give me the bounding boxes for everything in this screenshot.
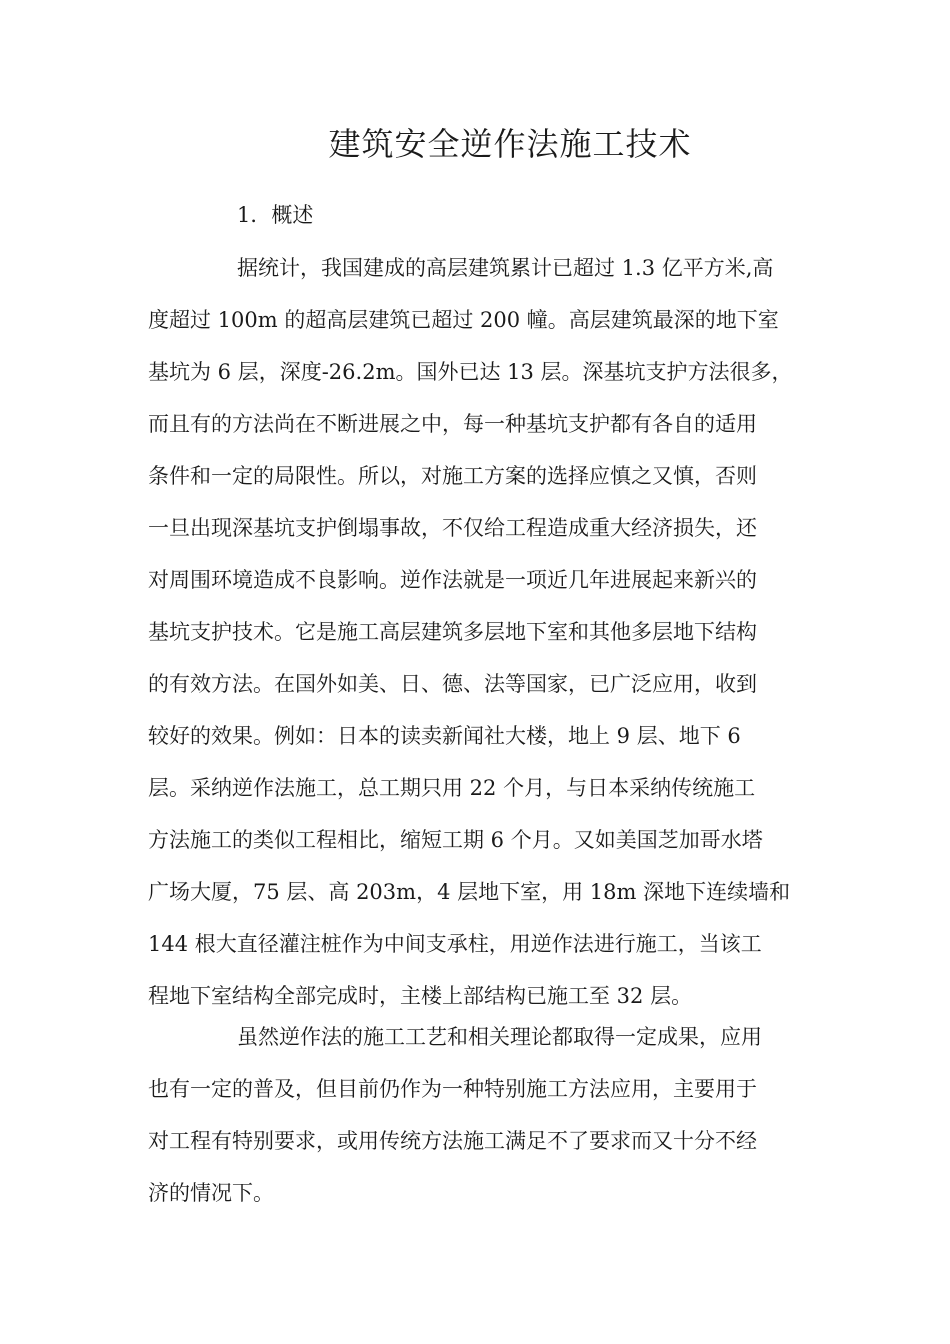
paragraph-line: 方法施工的类似工程相比，缩短工期 6 个月。又如美国芝加哥水塔 xyxy=(148,828,763,852)
paragraph-line: 度超过 100m 的超高层建筑已超过 200 幢。高层建筑最深的地下室 xyxy=(148,308,779,332)
paragraph-line: 条件和一定的局限性。所以，对施工方案的选择应慎之又慎，否则 xyxy=(148,464,757,488)
section-heading: 1．概述 xyxy=(237,203,314,227)
paragraph-1 xyxy=(148,253,798,1033)
paragraph-line: 济的情况下。 xyxy=(148,1181,274,1205)
paragraph-line: 144 根大直径灌注桩作为中间支承柱，用逆作法进行施工，当该工 xyxy=(148,932,762,956)
paragraph-line: 广场大厦，75 层、高 203m，4 层地下室，用 18m 深地下连续墙和 xyxy=(148,880,791,904)
paragraph-line: 较好的效果。例如：日本的读卖新闻社大楼，地上 9 层、地下 6 xyxy=(148,724,741,748)
paragraph-line: 一旦出现深基坑支护倒塌事故，不仅给工程造成重大经济损失，还 xyxy=(148,516,757,540)
paragraph-line: 据统计，我国建成的高层建筑累计已超过 1.3 亿平方米,高 xyxy=(237,256,774,280)
document-title: 建筑安全逆作法施工技术 xyxy=(328,125,692,163)
paragraph-line: 基坑为 6 层，深度-26.2m。国外已达 13 层。深基坑支护方法很多， xyxy=(148,360,793,384)
paragraph-line: 而且有的方法尚在不断进展之中，每一种基坑支护都有各自的适用 xyxy=(148,412,757,436)
paragraph-line: 也有一定的普及，但目前仍作为一种特别施工方法应用，主要用于 xyxy=(148,1077,757,1101)
paragraph-line: 层。采纳逆作法施工，总工期只用 22 个月，与日本采纳传统施工 xyxy=(148,776,756,800)
paragraph-line: 对周围环境造成不良影响。逆作法就是一项近几年进展起来新兴的 xyxy=(148,568,757,592)
paragraph-2 xyxy=(148,1022,798,1230)
paragraph-line: 的有效方法。在国外如美、日、德、法等国家，已广泛应用，收到 xyxy=(148,672,757,696)
paragraph-line: 程地下室结构全部完成时，主楼上部结构已施工至 32 层。 xyxy=(148,984,693,1008)
paragraph-line: 对工程有特别要求，或用传统方法施工满足不了要求而又十分不经 xyxy=(148,1129,757,1153)
paragraph-line: 基坑支护技术。它是施工高层建筑多层地下室和其他多层地下结构 xyxy=(148,620,757,644)
paragraph-line: 虽然逆作法的施工工艺和相关理论都取得一定成果，应用 xyxy=(237,1025,762,1049)
